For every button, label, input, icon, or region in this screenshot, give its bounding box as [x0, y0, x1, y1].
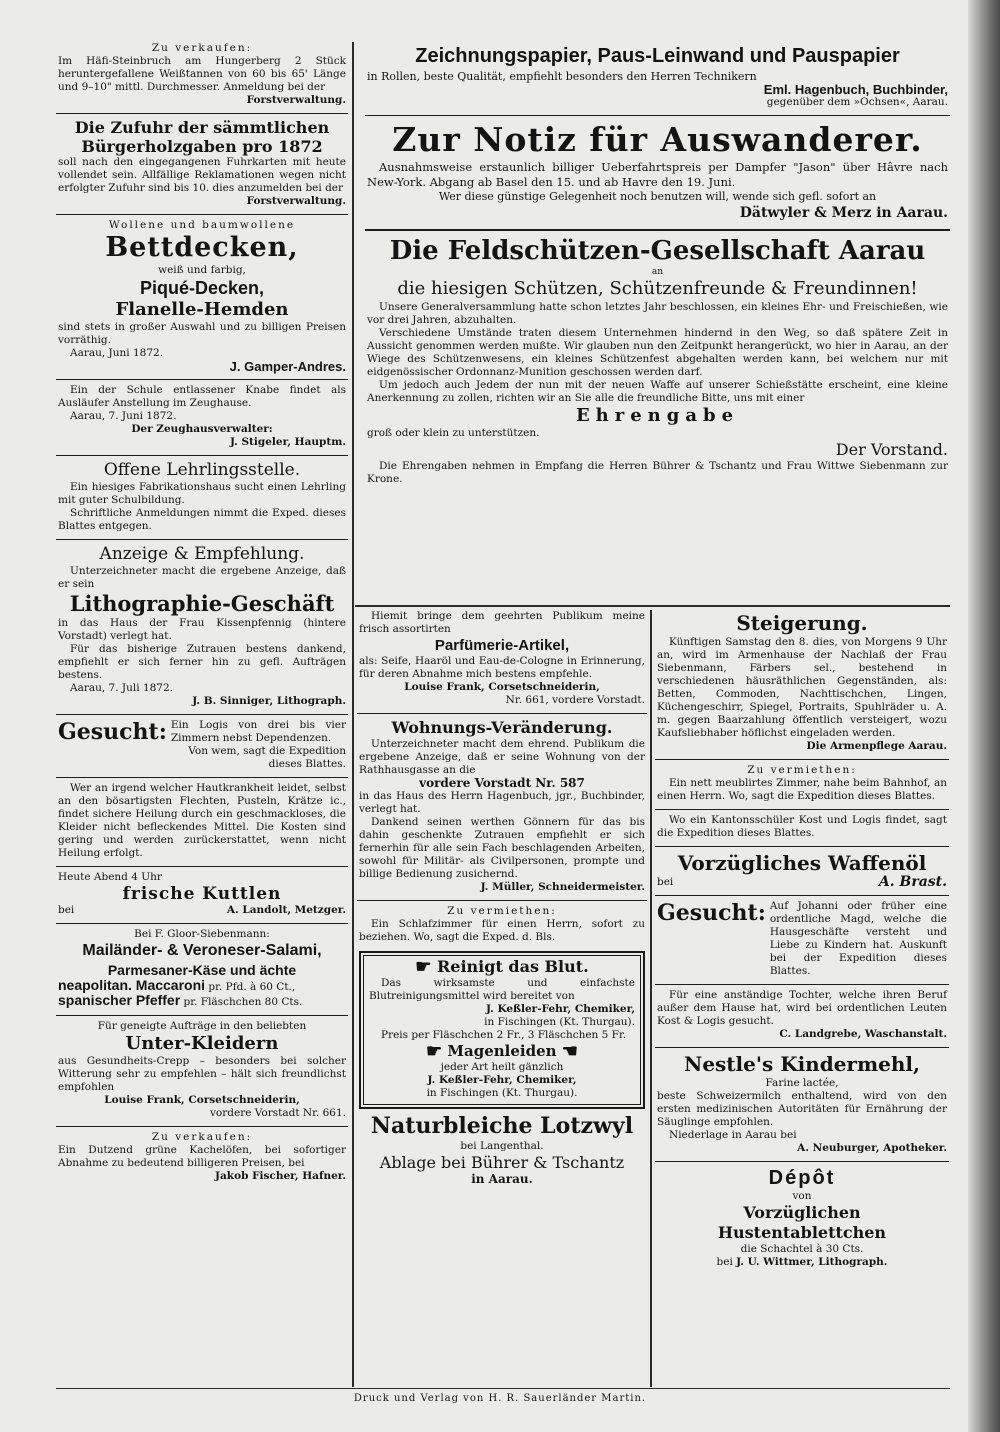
pointing-hand-icon: ☛ — [415, 956, 432, 978]
ad-date: Aarau, 7. Juni 1872. — [70, 410, 177, 422]
ad-title: Zeichnungspapier, Paus-Leinwand und Pauspapier — [415, 45, 900, 67]
ad-for-sale-timber — [56, 42, 348, 110]
ad-cough-tablets — [655, 1166, 949, 1272]
ad-line: Ablage bei Bührer & Tschantz — [379, 1153, 625, 1172]
ad-title: Nestle's Kindermehl, — [684, 1052, 920, 1076]
ad-underwear — [56, 1020, 348, 1123]
middle-column — [357, 610, 647, 1189]
ad-body: soll nach den eingegangenen Fuhrkarten mit heute vollendet sein. Allfällige Reklamationen wegen nicht erfolgter Zufuhr sind bis 10. dies anzumelden bei der — [58, 156, 346, 194]
right-narrow-column — [655, 610, 949, 1272]
ad-signature: Eml. Hagenbuch, Buchbinder, — [763, 82, 948, 97]
ad-body: Unsere Generalversammlung hatte schon letztes Jahr beschlossen, ein kleines Ehr- und Freischießen, wie vor drei Jahren, abzuhalten. — [367, 301, 948, 326]
ad-line: Magenleiden — [447, 1042, 557, 1060]
ad-signature: J. Gamper-Andres. — [229, 359, 346, 374]
ad-body: Unterzeichneter macht die ergebene Anzeige, daß er sein — [58, 565, 346, 590]
ad-line: pr. Pfd. à 60 Ct., — [208, 981, 296, 993]
ad-body: Ein Dutzend grüne Kachelöfen, bei sofortiger Abnahme zu bedeutend billigeren Preisen, bei — [58, 1144, 346, 1169]
ad-body: sind stets in großer Auswahl und zu billigen Preisen vorräthig. — [58, 321, 346, 346]
left-column — [56, 42, 348, 1186]
ad-line: Flanelle-Hemden — [115, 299, 289, 320]
ad-signature: C. Landgrebe, Waschanstalt. — [779, 1028, 947, 1040]
ad-separator — [655, 1047, 949, 1048]
ad-stoves — [56, 1131, 348, 1186]
ad-separator — [56, 866, 348, 867]
ad-heading: Zu vermiethen: — [447, 905, 557, 917]
ad-body: Ein Schlafzimmer für einen Herrn, sofort zu beziehen. Wo, sagt die Exped. d. Bls. — [359, 918, 645, 943]
ad-title: Naturbleiche Lotzwyl — [370, 1113, 634, 1139]
ad-signature: A. Neuburger, Apotheker. — [797, 1142, 947, 1154]
ad-separator — [56, 1015, 348, 1016]
ad-body: Preis per Fläschchen 2 Fr., 3 Fläschchen 5 Fr. — [381, 1029, 627, 1041]
ad-role: Der Zeughausverwalter: — [131, 423, 273, 435]
ad-emigrants — [365, 120, 950, 226]
ad-separator — [365, 115, 950, 116]
ad-title: Parfümerie-Artikel, — [434, 637, 570, 654]
ad-body: Niederlage in Aarau bei — [669, 1129, 797, 1141]
ad-separator — [365, 229, 950, 231]
ad-line: pr. Fläschchen 80 Cts. — [183, 996, 303, 1008]
ad-body: jeder Art heilt gänzlich — [440, 1061, 564, 1073]
ad-apprenticeship — [56, 460, 348, 536]
ad-drawing-paper — [365, 42, 950, 112]
ad-title: Gesucht: — [58, 719, 167, 745]
column-divider — [650, 610, 652, 1387]
ad-sub: von — [792, 1190, 812, 1202]
ad-tripe — [56, 871, 348, 920]
ad-signature: gegenüber dem »Ochsen«, Aarau. — [766, 96, 948, 108]
ad-signature: Forstverwaltung. — [246, 195, 346, 207]
ad-wanted-lodging — [56, 719, 348, 774]
ad-pre: Heute Abend 4 Uhr — [58, 871, 162, 883]
ad-title: Steigerung. — [736, 611, 868, 635]
ad-title: Zur Notiz für Auswanderer. — [392, 120, 923, 159]
ad-body: Für eine anständige Tochter, welche ihren Beruf außer dem Hause hat, wird bei ordentlichen Leuten Kost & Logis gesucht. — [657, 989, 947, 1027]
ad-separator — [56, 379, 348, 380]
ad-body: Wer an irgend welcher Hautkrankheit leidet, selbst an den bösartigsten Flechten, Pusteln, Krätze ic., findet sichere Heilung durch ein geschmackloses, die Kleider nicht befleckendes Mittel. Die Kosten sind gering und werden zurückerstattet, wenn nicht Heilung erfolgt. — [58, 782, 346, 859]
ad-line: neapolitan. Maccaroni — [58, 977, 206, 993]
ad-pre: bei — [58, 904, 75, 916]
ad-body: Um jedoch auch Jedem der nun mit der neuen Waffe auf unserer Schießstätte erscheint, eine kleine Anerkennung zu zollen, richten wir an Sie alle die freundliche Bitte, uns mit einer — [367, 379, 948, 404]
ad-body: Hiemit bringe dem geehrten Publikum meine frisch assortirten — [359, 610, 645, 635]
ad-separator — [56, 455, 348, 456]
ad-separator — [655, 984, 949, 985]
ad-signature: Forstverwaltung. — [246, 94, 346, 106]
ad-separator — [56, 923, 348, 924]
ad-signature: A. Brast. — [878, 874, 947, 890]
ad-wanted-maid — [655, 900, 949, 981]
ad-signature: J. Keßler-Fehr, Chemiker, — [427, 1074, 577, 1086]
ad-sub: bei Langenthal. — [460, 1140, 544, 1152]
ad-title: Vorzügliches Waffenöl — [677, 851, 927, 875]
ad-heading: Zu verkaufen: — [151, 1131, 253, 1143]
ad-bleachery — [357, 1113, 647, 1189]
ad-body: Künftigen Samstag den 8. dies, von Morgens 9 Uhr an, wird im Armenhause der Nachlaß der Frau Siebenmann, Färbers sel., bestehend in verschiedenen häusräthlichen Gegenständen, als: Betten, Commoden, Nachttischchen, Lingen, Küchengeschirr, Spiegel, Portraits, Spuhlräder u. A. m. gegen Baarzahlung öffentlich versteigert, wozu Kaufsliebhaber höflichst eingeladen werden. — [657, 636, 947, 739]
ad-separator — [655, 846, 949, 847]
ad-separator — [56, 113, 348, 114]
ad-body: aus Gesundheits-Crepp – besonders bei solcher Witterung sehr zu empfehlen – hält sich freundlichst empfohlen — [58, 1055, 346, 1093]
ad-blankets — [56, 219, 348, 376]
ad-blood-purifier-box — [359, 951, 645, 1109]
ad-line: die hiesigen Schützen, Schützenfreunde & Freundinnen! — [397, 278, 918, 299]
ad-firewood — [56, 118, 348, 211]
ad-date: Aarau, Juni 1872. — [70, 347, 164, 359]
ad-body: Ein Logis von drei bis vier Zimmern nebst Dependenzen. — [170, 719, 346, 744]
ad-separator — [655, 809, 949, 810]
ad-signature: Louise Frank, Corsetschneiderin, — [404, 681, 600, 693]
ad-body: beste Schweizermilch enthaltend, wird von den ersten medizinischen Autoritäten für Ernährung der Säuglinge empfohlen. — [657, 1090, 947, 1128]
ad-room-for-rent — [655, 764, 949, 806]
ad-title: frische Kuttlen — [122, 884, 282, 904]
ad-nestle — [655, 1052, 949, 1158]
ad-an: an — [651, 267, 664, 277]
ad-signature: J. U. Wittmer, Lithograph. — [736, 1256, 888, 1268]
column-divider — [352, 42, 354, 1387]
ad-body: groß oder klein zu unterstützen. — [367, 427, 540, 439]
ad-body: Wer diese günstige Gelegenheit noch benutzen will, wende sich gefl. sofort an — [438, 190, 877, 203]
ad-signature: Nr. 661, vordere Vorstadt. — [505, 694, 645, 706]
ad-heading: Zu verkaufen: — [151, 42, 253, 54]
ad-body: Ein nett meublirtes Zimmer, nahe beim Bahnhof, an einen Herrn. Wo, sagt die Expedition dieses Blattes. — [657, 777, 947, 802]
ad-line: vordere Vorstadt Nr. 587 — [419, 776, 585, 790]
ad-line: Lithographie-Geschäft — [69, 591, 335, 616]
ad-body: Das wirksamste und einfachste Blutreinigungsmittel wird bereitet von — [369, 977, 635, 1002]
ad-separator — [56, 214, 348, 215]
ad-separator — [655, 759, 949, 760]
ad-separator — [357, 900, 647, 901]
ad-title: Die Feldschützen-Gesellschaft Aarau — [389, 236, 926, 266]
ad-pre: Für geneigte Aufträge in den beliebten — [97, 1020, 307, 1032]
ad-signature: J. Keßler-Fehr, Chemiker, — [486, 1003, 635, 1015]
ad-signature: A. Landolt, Metzger. — [226, 904, 346, 916]
ad-title: Dépôt — [768, 1167, 836, 1189]
ad-signature: J. Stigeler, Hauptm. — [230, 436, 346, 448]
ad-line: Mailänder- & Veroneser-Salami, — [82, 942, 322, 959]
ad-title: Reinigt das Blut. — [436, 957, 589, 976]
ad-body: Von wem, sagt die Expedition dieses Blattes. — [188, 745, 346, 770]
ad-body: Die Ehrengaben nehmen in Empfang die Herren Bührer & Tschantz und Frau Wittwe Siebenmann zur Krone. — [367, 460, 948, 485]
ad-title: Die Zufuhr der sämmtlichen Bürgerholzgaben pro 1872 — [74, 118, 330, 156]
ad-separator — [655, 1161, 949, 1162]
ad-signature: in Fischingen (Kt. Thurgau). — [426, 1087, 578, 1099]
ad-board-and-lodging — [655, 814, 949, 843]
ad-pre: Bei F. Gloor-Siebenmann: — [134, 928, 270, 940]
ad-separator — [655, 895, 949, 896]
ad-separator — [357, 713, 647, 714]
ad-body: in Rollen, beste Qualität, empfiehlt besonders den Herren Technikern — [367, 70, 757, 83]
ad-signature: Louise Frank, Corsetschneiderin, — [104, 1094, 300, 1106]
pointing-hand-icon: ☛ — [426, 1041, 443, 1062]
right-wide-column — [365, 42, 950, 489]
ad-salami — [56, 928, 348, 1012]
footer-rule — [56, 1388, 950, 1389]
ad-perfumery — [357, 610, 647, 710]
ad-separator — [56, 777, 348, 778]
ad-signature: vordere Vorstadt Nr. 661. — [210, 1107, 346, 1119]
section-rule — [355, 605, 950, 607]
ad-body: Wo ein Kantonsschüler Kost und Logis findet, sagt die Expedition dieses Blattes. — [657, 814, 947, 839]
ad-title: Gesucht: — [657, 900, 766, 926]
ad-title: Unter-Kleidern — [125, 1033, 279, 1054]
ad-signature: in Fischingen (Kt. Thurgau). — [484, 1016, 635, 1028]
ad-body: Für das bisherige Zutrauen bestens dankend, empfiehlt er sich ferner hin zu gefl. Aufträgen bestens. — [58, 643, 346, 681]
ad-body: Ausnahmsweise erstaunlich billiger Ueberfahrtspreis per Dampfer "Jason" über Hâvre nach New-York. Abgang ab Basel den 15. und ab Havre den 19. Juni. — [367, 160, 948, 189]
ad-title: Anzeige & Empfehlung. — [99, 544, 305, 564]
ad-sub: weiß und farbig, — [158, 264, 246, 276]
ad-errand-boy — [56, 384, 348, 452]
ad-line: Ehrengabe — [575, 405, 740, 426]
ad-lodging-for-daughter — [655, 989, 949, 1044]
ad-blood-purifier — [367, 957, 637, 1103]
ad-separator — [56, 1126, 348, 1127]
ad-auction — [655, 610, 949, 756]
ad-signature: Jakob Fischer, Hafner. — [215, 1170, 346, 1182]
ad-line: Parmesaner-Käse und ächte — [107, 962, 297, 978]
ad-line: in Aarau. — [471, 1172, 533, 1186]
ad-line: spanischer Pfeffer — [58, 992, 181, 1008]
ad-body: Unterzeichneter macht dem ehrend. Publikum die ergebene Anzeige, daß er seine Wohnung von der Rathhausgasse an die — [359, 738, 645, 776]
ad-body: Im Häfi-Steinbruch am Hungerberg 2 Stück heruntergefallene Weißtannen von 60 bis 65' Länge und 9–10" mittl. Durchmesser. Anmeldung bei der — [58, 55, 346, 93]
ad-signature: Die Armenpflege Aarau. — [806, 740, 947, 752]
ad-title: Bettdecken, — [105, 232, 299, 263]
ad-separator — [56, 539, 348, 540]
ad-body: Auf Johanni oder früher eine ordentliche Magd, welche die Hausgeschäfte versteht und Liebe zu Kindern hat. Auskunft bei der Expedition dieses Blattes. — [769, 900, 947, 977]
ad-change-of-residence — [357, 718, 647, 897]
ad-line: Vorzüglichen Hustentablettchen — [717, 1203, 887, 1242]
ad-signature: Dätwyler & Merz in Aarau. — [739, 205, 948, 221]
ad-bedroom-for-rent — [357, 905, 647, 947]
ad-body: Verschiedene Umstände traten diesem Unternehmen hindernd in den Weg, so daß spätere Zeit in Aussicht genommen werden mußte. Wir glauben nun den Zeitpunkt herangerückt, wo hier in Aarau, an der Wiege des Schützenwesens, ein kleines Schützenfest abgehalten werden kann, bei welchem nur mit eidgenössischer Ordonnanz-Munition geschossen werden darf. — [367, 327, 948, 378]
ad-separator — [56, 714, 348, 715]
ad-heading: Zu vermiethen: — [747, 764, 857, 776]
ad-pre: bei — [657, 876, 674, 888]
ad-title: Wohnungs-Veränderung. — [391, 718, 613, 737]
ad-lithography — [56, 544, 348, 711]
ad-pre: bei — [716, 1256, 733, 1268]
ad-signature: J. Müller, Schneidermeister. — [480, 881, 645, 893]
ad-body: als: Seife, Haaröl und Eau-de-Cologne in Erinnerung, für deren Abnahme mich bestens empfehle. — [359, 655, 645, 680]
ad-body: in das Haus der Frau Kissenpfennig (hintere Vorstadt) verlegt hat. — [58, 617, 346, 642]
ad-body: Ein hiesiges Fabrikationshaus sucht einen Lehrling mit guter Schulbildung. — [58, 481, 346, 506]
ad-title: Offene Lehrlingsstelle. — [103, 460, 301, 480]
ad-date: Aarau, 7. Juli 1872. — [70, 682, 174, 694]
ad-body: in das Haus des Herrn Hagenbuch, jgr., Buchbinder, verlegt hat. — [359, 790, 645, 815]
ad-body: die Schachtel à 30 Cts. — [740, 1243, 864, 1255]
ad-signature: Der Vorstand. — [835, 440, 948, 459]
ad-body: Dankend seinen werthen Gönnern für das bis dahin geschenkte Zutrauen empfiehlt er sich fernerhin für alle sein Fach beschlagenden Arbeiten, sowohl für Militär- als Civilpersonen, prompte und billige Bedienung zusichernd. — [359, 816, 645, 880]
ad-weapon-oil — [655, 851, 949, 892]
ad-pre: Wollene und baumwollene — [108, 219, 296, 231]
ad-line: Piqué-Decken, — [139, 278, 265, 298]
ad-body: Schriftliche Anmeldungen nimmt die Exped. dieses Blattes entgegen. — [58, 507, 346, 532]
ad-signature: J. B. Sinniger, Lithograph. — [192, 695, 346, 707]
ad-sub: Farine lactée, — [765, 1077, 839, 1089]
ad-body: Ein der Schule entlassener Knabe findet als Ausläufer Anstellung im Zeughause. — [58, 384, 346, 409]
imprint-footer: Druck und Verlag von H. R. Sauerländer Martin. — [353, 1393, 647, 1404]
pointing-hand-left-icon: ☚ — [561, 1041, 578, 1062]
ad-shooting-society — [365, 235, 950, 489]
ad-skin-disease — [56, 782, 348, 863]
